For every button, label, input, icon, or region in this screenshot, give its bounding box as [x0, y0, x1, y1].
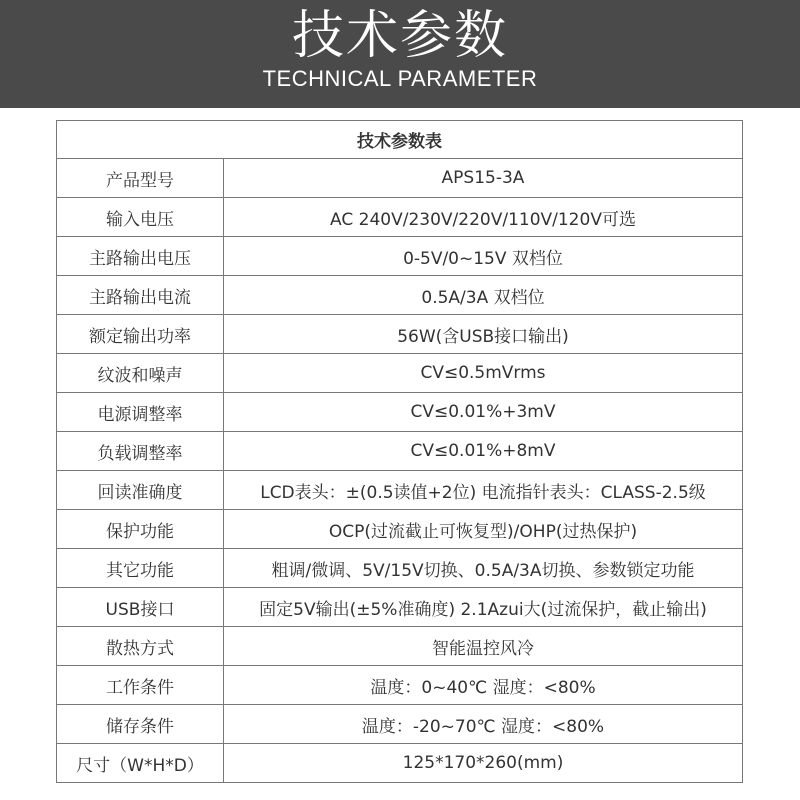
row-label: 负载调整率 — [57, 432, 224, 471]
table-row — [57, 159, 743, 198]
page-subtitle: TECHNICAL PARAMETER — [262, 66, 538, 91]
row-label: 其它功能 — [57, 549, 224, 588]
table-row — [57, 510, 743, 549]
row-label: USB接口 — [57, 588, 224, 627]
table-row — [57, 666, 743, 705]
row-value: 固定5V输出(±5%准确度) 2.1Azui大(过流保护，截止输出) — [224, 588, 743, 627]
table-row — [57, 588, 743, 627]
row-value: 温度：0~40℃ 湿度：<80% — [224, 666, 743, 705]
table-row — [57, 705, 743, 744]
row-value: 温度：-20~70℃ 湿度：<80% — [224, 705, 743, 744]
spec-table-body — [57, 159, 743, 783]
table-row — [57, 549, 743, 588]
table-row — [57, 198, 743, 237]
spec-table-container — [56, 120, 742, 783]
row-label: 工作条件 — [57, 666, 224, 705]
row-value: CV≤0.5mVrms — [224, 354, 743, 393]
row-label: 主路输出电压 — [57, 237, 224, 276]
table-row — [57, 354, 743, 393]
row-label: 电源调整率 — [57, 393, 224, 432]
row-value: CV≤0.01%+8mV — [224, 432, 743, 471]
row-value: 粗调/微调、5V/15V切换、0.5A/3A切换、参数锁定功能 — [224, 549, 743, 588]
spec-table — [56, 120, 743, 783]
row-value: 智能温控风冷 — [224, 627, 743, 666]
table-caption: 技术参数表 — [57, 121, 743, 159]
row-value: 0.5A/3A 双档位 — [224, 276, 743, 315]
row-value: LCD表头：±(0.5读值+2位) 电流指针表头：CLASS-2.5级 — [224, 471, 743, 510]
table-row — [57, 432, 743, 471]
row-label: 输入电压 — [57, 198, 224, 237]
row-label: 额定输出功率 — [57, 315, 224, 354]
table-row — [57, 744, 743, 783]
row-value: 0-5V/0~15V 双档位 — [224, 237, 743, 276]
row-label: 产品型号 — [57, 159, 224, 198]
row-value: 56W(含USB接口输出) — [224, 315, 743, 354]
header-banner — [0, 0, 800, 108]
table-row — [57, 237, 743, 276]
row-value: APS15-3A — [224, 159, 743, 198]
row-label: 储存条件 — [57, 705, 224, 744]
row-label: 保护功能 — [57, 510, 224, 549]
table-row — [57, 627, 743, 666]
table-caption-row — [57, 121, 743, 159]
row-label: 主路输出电流 — [57, 276, 224, 315]
row-label: 纹波和噪声 — [57, 354, 224, 393]
page-title: 技术参数 — [291, 6, 508, 66]
table-row — [57, 315, 743, 354]
row-value: 125*170*260(mm) — [224, 744, 743, 783]
row-value: CV≤0.01%+3mV — [224, 393, 743, 432]
table-row — [57, 276, 743, 315]
row-label: 尺寸（W*H*D） — [57, 744, 224, 783]
table-row — [57, 393, 743, 432]
row-label: 回读准确度 — [57, 471, 224, 510]
table-row — [57, 471, 743, 510]
row-label: 散热方式 — [57, 627, 224, 666]
row-value: AC 240V/230V/220V/110V/120V可选 — [224, 198, 743, 237]
row-value: OCP(过流截止可恢复型)/OHP(过热保护) — [224, 510, 743, 549]
